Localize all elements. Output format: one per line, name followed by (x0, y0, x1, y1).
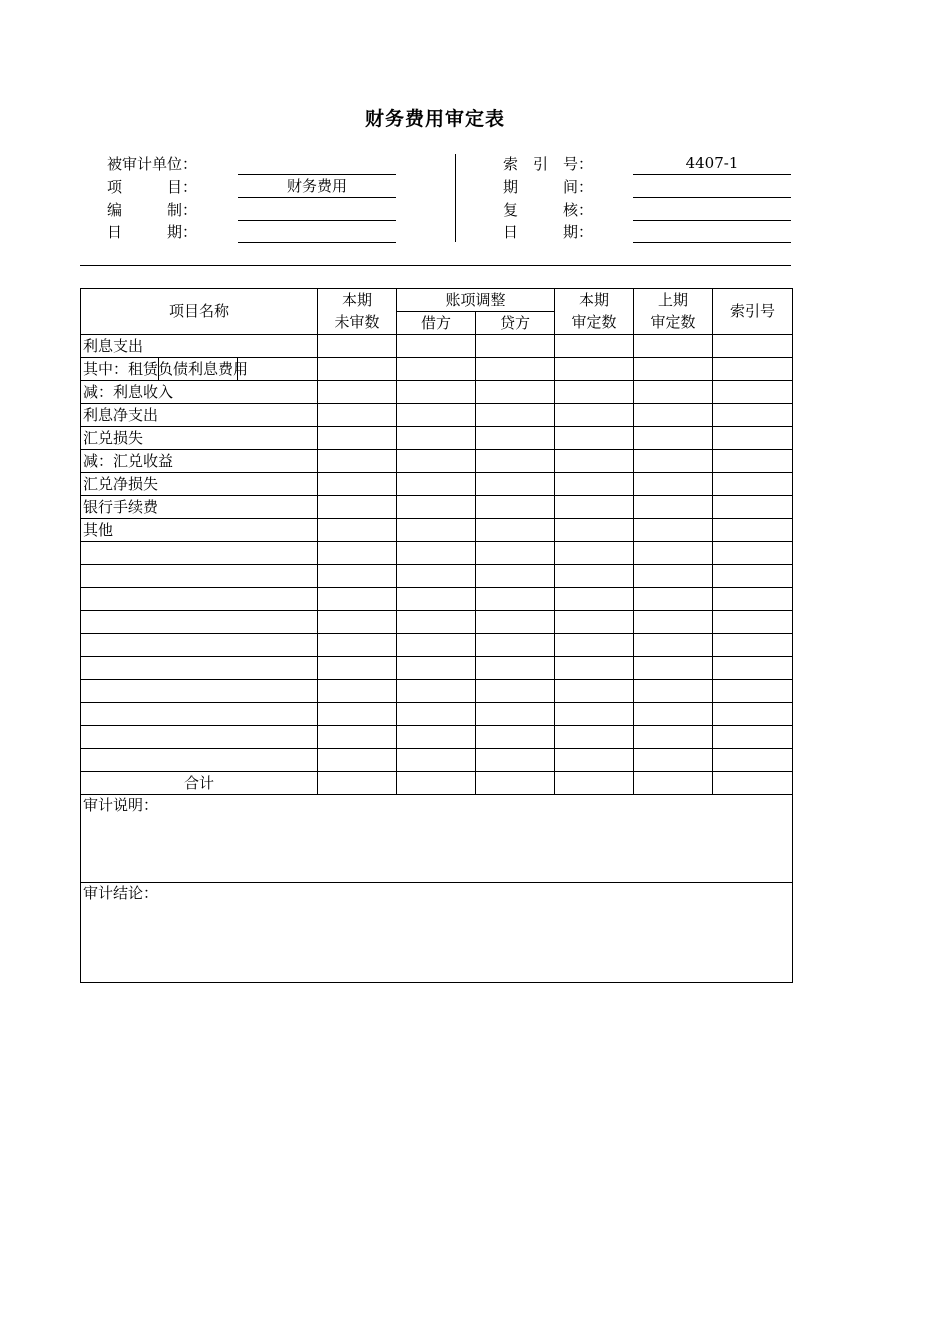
table-cell[interactable] (555, 381, 634, 404)
table-row (81, 703, 793, 726)
table-cell[interactable] (318, 519, 397, 542)
row-label (81, 726, 318, 749)
table-cell[interactable] (476, 335, 555, 358)
table-row (81, 634, 793, 657)
index-no-field[interactable]: 4407-1 (633, 153, 791, 175)
project-label: 项 目： (107, 178, 198, 196)
table-cell[interactable] (713, 358, 793, 381)
col-header-prior-audited-top: 上期 (634, 289, 713, 312)
table-cell[interactable] (318, 703, 397, 726)
preparer-field[interactable] (238, 199, 396, 221)
total-cell[interactable] (318, 772, 397, 795)
table-cell[interactable] (555, 335, 634, 358)
table-cell[interactable] (397, 519, 476, 542)
table-row (81, 588, 793, 611)
table-cell[interactable] (634, 611, 713, 634)
table-cell[interactable] (318, 542, 397, 565)
table-cell[interactable] (555, 427, 634, 450)
table-cell[interactable] (476, 703, 555, 726)
row-label: 汇兑净损失 (81, 473, 318, 496)
table-row (81, 565, 793, 588)
table-cell[interactable] (318, 473, 397, 496)
table-cell[interactable] (476, 749, 555, 772)
audit-conclusion-label: 审计结论： (83, 884, 159, 902)
table-cell[interactable] (476, 588, 555, 611)
table-cell[interactable] (397, 611, 476, 634)
table-cell[interactable] (713, 611, 793, 634)
table-cell[interactable] (318, 749, 397, 772)
table-cell[interactable] (397, 496, 476, 519)
table-cell[interactable] (397, 749, 476, 772)
table-cell[interactable] (555, 749, 634, 772)
table-cell[interactable] (397, 680, 476, 703)
table-cell[interactable] (397, 634, 476, 657)
row-label (81, 680, 318, 703)
page-title: 财务费用审定表 (364, 108, 505, 130)
table-cell[interactable] (397, 542, 476, 565)
table-cell[interactable] (476, 358, 555, 381)
total-cell[interactable] (476, 772, 555, 795)
table-row (81, 381, 793, 404)
table-cell[interactable] (397, 358, 476, 381)
table-cell[interactable] (713, 404, 793, 427)
period-label: 期 间： (503, 178, 594, 196)
preparer-label: 编 制： (107, 201, 198, 219)
table-cell[interactable] (634, 427, 713, 450)
table-cell[interactable] (476, 404, 555, 427)
reviewer-field[interactable] (633, 199, 791, 221)
row-label (81, 565, 318, 588)
table-cell[interactable] (634, 404, 713, 427)
row-label (81, 542, 318, 565)
table-cell[interactable] (713, 496, 793, 519)
table-cell[interactable] (634, 634, 713, 657)
table-cell[interactable] (634, 496, 713, 519)
table-cell[interactable] (318, 404, 397, 427)
table-cell[interactable] (555, 565, 634, 588)
table-cell[interactable] (476, 473, 555, 496)
auditee-field[interactable] (238, 153, 396, 175)
header-rule (80, 265, 791, 266)
table-cell[interactable] (318, 657, 397, 680)
table-cell[interactable] (713, 427, 793, 450)
col-header-current-unaudited-top: 本期 (318, 289, 397, 312)
table-cell[interactable] (397, 565, 476, 588)
table-cell[interactable] (713, 726, 793, 749)
col-header-current-unaudited-bottom: 未审数 (318, 312, 397, 335)
row-label: 银行手续费 (81, 496, 318, 519)
header-divider (455, 154, 456, 242)
table-cell[interactable] (713, 473, 793, 496)
table-cell[interactable] (397, 450, 476, 473)
table-cell[interactable] (634, 450, 713, 473)
table-cell[interactable] (555, 358, 634, 381)
table-row (81, 680, 793, 703)
table-cell[interactable] (555, 404, 634, 427)
table-cell[interactable] (476, 634, 555, 657)
table-cell[interactable] (634, 381, 713, 404)
table-cell[interactable] (555, 473, 634, 496)
col-header-current-audited-top: 本期 (555, 289, 634, 312)
row-label: 减：利息收入 (81, 381, 318, 404)
table-cell[interactable] (318, 381, 397, 404)
total-cell[interactable] (713, 772, 793, 795)
table-cell[interactable] (476, 427, 555, 450)
table-cell[interactable] (555, 657, 634, 680)
table-cell[interactable] (318, 611, 397, 634)
table-cell[interactable] (397, 588, 476, 611)
col-header-item: 项目名称 (81, 289, 318, 335)
col-header-debit: 借方 (397, 312, 476, 335)
table-row (81, 335, 793, 358)
table-cell[interactable] (555, 496, 634, 519)
table-cell[interactable] (555, 680, 634, 703)
review-date-label: 日 期： (503, 223, 594, 241)
table-cell[interactable] (476, 381, 555, 404)
table-cell[interactable] (476, 542, 555, 565)
row-label (81, 703, 318, 726)
table-row (81, 749, 793, 772)
table-row (81, 726, 793, 749)
audit-conclusion[interactable] (81, 883, 793, 983)
table-cell[interactable] (476, 680, 555, 703)
table-cell[interactable] (634, 358, 713, 381)
table-cell[interactable] (713, 450, 793, 473)
total-label: 合计 (81, 772, 318, 795)
row-label (81, 611, 318, 634)
row-label (81, 749, 318, 772)
table-cell[interactable] (318, 565, 397, 588)
table-row (81, 519, 793, 542)
table-cell[interactable] (318, 496, 397, 519)
table-cell[interactable] (634, 473, 713, 496)
table-cell[interactable] (476, 726, 555, 749)
table-cell[interactable] (397, 473, 476, 496)
table-cell[interactable] (713, 680, 793, 703)
table-cell[interactable] (397, 427, 476, 450)
table-cell[interactable] (713, 634, 793, 657)
table-row (81, 542, 793, 565)
period-field[interactable] (633, 176, 791, 198)
table-cell[interactable] (634, 519, 713, 542)
table-cell[interactable] (318, 588, 397, 611)
table-cell[interactable] (397, 335, 476, 358)
table-row (81, 611, 793, 634)
table-cell[interactable] (713, 565, 793, 588)
table-cell[interactable] (555, 542, 634, 565)
col-header-current-audited-bottom: 审定数 (555, 312, 634, 335)
index-no-label: 索 引 号： (503, 155, 594, 173)
table-cell[interactable] (476, 565, 555, 588)
row-label (81, 588, 318, 611)
table-cell[interactable] (634, 335, 713, 358)
table-cell[interactable] (713, 381, 793, 404)
table-cell[interactable] (555, 588, 634, 611)
table-cell[interactable] (318, 427, 397, 450)
row-label (81, 634, 318, 657)
audit-notes[interactable] (81, 795, 793, 883)
table-cell[interactable] (634, 565, 713, 588)
table-cell[interactable] (318, 450, 397, 473)
table-cell[interactable] (476, 519, 555, 542)
auditee-label: 被审计单位： (107, 155, 198, 173)
col-header-prior-audited-bottom: 审定数 (634, 312, 713, 335)
table-cell[interactable] (318, 634, 397, 657)
reviewer-label: 复 核： (503, 201, 594, 219)
table-cell[interactable] (634, 680, 713, 703)
table-cell[interactable] (713, 703, 793, 726)
cell-fragment-line (158, 358, 159, 380)
prep-date-label: 日 期： (107, 223, 198, 241)
table-cell[interactable] (397, 726, 476, 749)
table-cell[interactable] (397, 381, 476, 404)
table-cell[interactable] (476, 450, 555, 473)
table-cell[interactable] (476, 611, 555, 634)
project-field[interactable]: 财务费用 (238, 176, 396, 198)
table-cell[interactable] (713, 657, 793, 680)
table-row (81, 496, 793, 519)
table-cell[interactable] (397, 404, 476, 427)
row-label: 汇兑损失 (81, 427, 318, 450)
table-cell[interactable] (397, 657, 476, 680)
table-cell[interactable] (318, 358, 397, 381)
row-label: 其中：租赁负债利息费用 (81, 358, 318, 381)
table-row (81, 404, 793, 427)
prep-date-field[interactable] (238, 221, 396, 243)
row-label: 其他 (81, 519, 318, 542)
row-label: 利息净支出 (81, 404, 318, 427)
table-row (81, 473, 793, 496)
review-date-field[interactable] (633, 221, 791, 243)
table-cell[interactable] (318, 335, 397, 358)
audit-notes-label: 审计说明： (83, 796, 159, 814)
table-cell[interactable] (713, 542, 793, 565)
table-cell[interactable] (634, 657, 713, 680)
table-cell[interactable] (555, 611, 634, 634)
total-cell[interactable] (555, 772, 634, 795)
row-label: 减：汇兑收益 (81, 450, 318, 473)
row-label (81, 657, 318, 680)
table-cell[interactable] (555, 519, 634, 542)
table-cell[interactable] (555, 634, 634, 657)
row-label: 利息支出 (81, 335, 318, 358)
table-cell[interactable] (634, 726, 713, 749)
table-cell[interactable] (476, 657, 555, 680)
table-cell[interactable] (318, 680, 397, 703)
table-row (81, 358, 793, 381)
table-cell[interactable] (634, 749, 713, 772)
table-cell[interactable] (634, 542, 713, 565)
table-cell[interactable] (634, 588, 713, 611)
audit-table (80, 288, 793, 983)
table-cell[interactable] (555, 450, 634, 473)
total-cell[interactable] (634, 772, 713, 795)
col-header-credit: 贷方 (476, 312, 555, 335)
table-cell[interactable] (634, 703, 713, 726)
table-cell[interactable] (713, 588, 793, 611)
table-cell[interactable] (318, 726, 397, 749)
table-row (81, 427, 793, 450)
table-cell[interactable] (555, 703, 634, 726)
table-cell[interactable] (476, 496, 555, 519)
table-row (81, 450, 793, 473)
cell-fragment-line (237, 358, 238, 380)
table-cell[interactable] (713, 749, 793, 772)
table-cell[interactable] (555, 726, 634, 749)
table-cell[interactable] (713, 519, 793, 542)
table-cell[interactable] (713, 335, 793, 358)
table-row (81, 657, 793, 680)
total-cell[interactable] (397, 772, 476, 795)
col-header-index: 索引号 (713, 289, 793, 335)
col-header-adjustment: 账项调整 (397, 289, 555, 312)
table-cell[interactable] (397, 703, 476, 726)
